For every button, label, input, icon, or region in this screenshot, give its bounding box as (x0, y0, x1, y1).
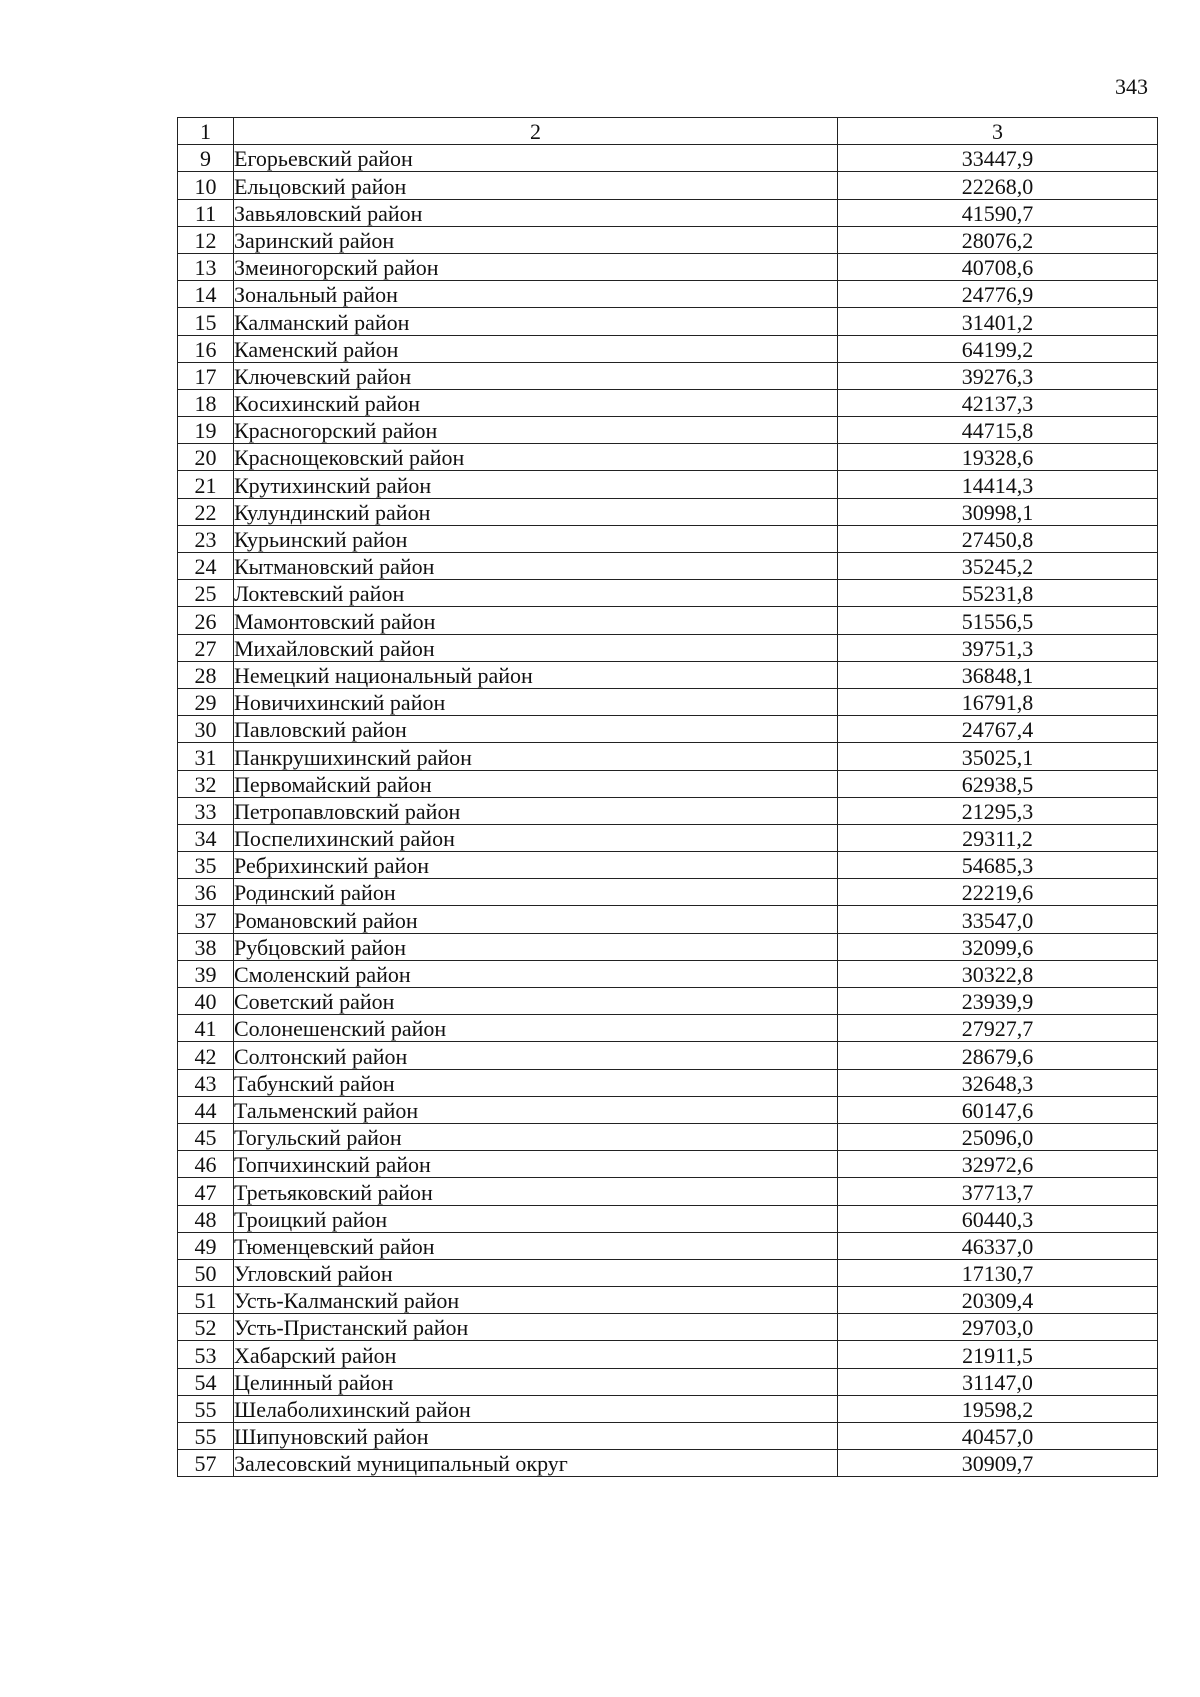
value-cell: 32648,3 (838, 1069, 1158, 1096)
district-name-cell: Поспелихинский район (234, 824, 838, 851)
row-number-cell: 26 (178, 607, 234, 634)
header-row (178, 118, 1158, 145)
table-row (178, 525, 1158, 552)
value-cell: 46337,0 (838, 1232, 1158, 1259)
value-cell: 24767,4 (838, 716, 1158, 743)
row-number-cell: 46 (178, 1151, 234, 1178)
row-number-cell: 40 (178, 988, 234, 1015)
row-number-cell: 45 (178, 1123, 234, 1150)
value-cell: 41590,7 (838, 199, 1158, 226)
row-number-cell: 19 (178, 417, 234, 444)
district-name-cell: Рубцовский район (234, 933, 838, 960)
value-cell: 54685,3 (838, 852, 1158, 879)
district-name-cell: Солтонский район (234, 1042, 838, 1069)
table-row (178, 1232, 1158, 1259)
table-row (178, 1287, 1158, 1314)
row-number-cell: 30 (178, 716, 234, 743)
district-name-cell: Троицкий район (234, 1205, 838, 1232)
row-number-cell: 32 (178, 770, 234, 797)
value-cell: 27927,7 (838, 1015, 1158, 1042)
row-number-cell: 22 (178, 498, 234, 525)
district-name-cell: Третьяковский район (234, 1178, 838, 1205)
row-number-cell: 47 (178, 1178, 234, 1205)
header-cell-number: 1 (178, 118, 234, 145)
row-number-cell: 55 (178, 1423, 234, 1450)
row-number-cell: 29 (178, 688, 234, 715)
table-row (178, 1042, 1158, 1069)
value-cell: 64199,2 (838, 335, 1158, 362)
value-cell: 37713,7 (838, 1178, 1158, 1205)
table-row (178, 988, 1158, 1015)
district-name-cell: Шелаболихинский район (234, 1395, 838, 1422)
row-number-cell: 27 (178, 634, 234, 661)
table-row (178, 417, 1158, 444)
table-row (178, 960, 1158, 987)
table-row (178, 335, 1158, 362)
row-number-cell: 50 (178, 1259, 234, 1286)
row-number-cell: 43 (178, 1069, 234, 1096)
table-row (178, 743, 1158, 770)
row-number-cell: 24 (178, 553, 234, 580)
table-row (178, 1259, 1158, 1286)
table-row (178, 1015, 1158, 1042)
value-cell: 62938,5 (838, 770, 1158, 797)
table-row (178, 1151, 1158, 1178)
table-header (178, 118, 1158, 145)
value-cell: 25096,0 (838, 1123, 1158, 1150)
district-name-cell: Завьяловский район (234, 199, 838, 226)
row-number-cell: 35 (178, 852, 234, 879)
row-number-cell: 20 (178, 444, 234, 471)
district-name-cell: Локтевский район (234, 580, 838, 607)
header-cell-value: 3 (838, 118, 1158, 145)
district-name-cell: Советский район (234, 988, 838, 1015)
table-row (178, 1314, 1158, 1341)
table-row (178, 362, 1158, 389)
row-number-cell: 57 (178, 1450, 234, 1477)
district-name-cell: Заринский район (234, 226, 838, 253)
district-name-cell: Шипуновский район (234, 1423, 838, 1450)
value-cell: 20309,4 (838, 1287, 1158, 1314)
table-row (178, 1395, 1158, 1422)
value-cell: 27450,8 (838, 525, 1158, 552)
district-name-cell: Кулундинский район (234, 498, 838, 525)
row-number-cell: 38 (178, 933, 234, 960)
value-cell: 55231,8 (838, 580, 1158, 607)
row-number-cell: 23 (178, 525, 234, 552)
value-cell: 33447,9 (838, 145, 1158, 172)
value-cell: 42137,3 (838, 389, 1158, 416)
district-name-cell: Смоленский район (234, 960, 838, 987)
table-row (178, 1450, 1158, 1477)
district-name-cell: Целинный район (234, 1368, 838, 1395)
table-row (178, 580, 1158, 607)
district-name-cell: Краснощековский район (234, 444, 838, 471)
district-name-cell: Змеиногорский район (234, 253, 838, 280)
table-row (178, 1423, 1158, 1450)
header-cell-name: 2 (234, 118, 838, 145)
district-name-cell: Павловский район (234, 716, 838, 743)
table-row (178, 199, 1158, 226)
row-number-cell: 36 (178, 879, 234, 906)
district-name-cell: Тальменский район (234, 1096, 838, 1123)
value-cell: 51556,5 (838, 607, 1158, 634)
table-row (178, 1205, 1158, 1232)
row-number-cell: 13 (178, 253, 234, 280)
value-cell: 31401,2 (838, 308, 1158, 335)
row-number-cell: 9 (178, 145, 234, 172)
table-row (178, 797, 1158, 824)
value-cell: 35245,2 (838, 553, 1158, 580)
row-number-cell: 55 (178, 1395, 234, 1422)
value-cell: 22219,6 (838, 879, 1158, 906)
district-name-cell: Новичихинский район (234, 688, 838, 715)
table-row (178, 145, 1158, 172)
row-number-cell: 17 (178, 362, 234, 389)
table-row (178, 852, 1158, 879)
value-cell: 19598,2 (838, 1395, 1158, 1422)
row-number-cell: 25 (178, 580, 234, 607)
table-row (178, 933, 1158, 960)
district-name-cell: Залесовский муниципальный округ (234, 1450, 838, 1477)
value-cell: 35025,1 (838, 743, 1158, 770)
value-cell: 40708,6 (838, 253, 1158, 280)
value-cell: 16791,8 (838, 688, 1158, 715)
table-row (178, 770, 1158, 797)
row-number-cell: 28 (178, 661, 234, 688)
table-row (178, 1096, 1158, 1123)
value-cell: 31147,0 (838, 1368, 1158, 1395)
value-cell: 29703,0 (838, 1314, 1158, 1341)
row-number-cell: 12 (178, 226, 234, 253)
district-name-cell: Усть-Пристанский район (234, 1314, 838, 1341)
row-number-cell: 11 (178, 199, 234, 226)
table-body (178, 145, 1158, 1477)
value-cell: 21295,3 (838, 797, 1158, 824)
row-number-cell: 39 (178, 960, 234, 987)
district-name-cell: Косихинский район (234, 389, 838, 416)
data-table (177, 117, 1158, 1477)
row-number-cell: 33 (178, 797, 234, 824)
district-name-cell: Петропавловский район (234, 797, 838, 824)
district-name-cell: Ключевский район (234, 362, 838, 389)
table-row (178, 634, 1158, 661)
district-name-cell: Ребрихинский район (234, 852, 838, 879)
value-cell: 17130,7 (838, 1259, 1158, 1286)
page-number: 343 (1115, 74, 1148, 99)
row-number-cell: 52 (178, 1314, 234, 1341)
table-row (178, 444, 1158, 471)
district-name-cell: Михайловский район (234, 634, 838, 661)
row-number-cell: 37 (178, 906, 234, 933)
row-number-cell: 49 (178, 1232, 234, 1259)
value-cell: 30998,1 (838, 498, 1158, 525)
table-row (178, 716, 1158, 743)
table-row (178, 1123, 1158, 1150)
row-number-cell: 51 (178, 1287, 234, 1314)
table-row (178, 1178, 1158, 1205)
value-cell: 23939,9 (838, 988, 1158, 1015)
row-number-cell: 31 (178, 743, 234, 770)
district-name-cell: Хабарский район (234, 1341, 838, 1368)
table-row (178, 172, 1158, 199)
row-number-cell: 53 (178, 1341, 234, 1368)
value-cell: 60440,3 (838, 1205, 1158, 1232)
value-cell: 30322,8 (838, 960, 1158, 987)
table-row (178, 1341, 1158, 1368)
row-number-cell: 48 (178, 1205, 234, 1232)
district-name-cell: Красногорский район (234, 417, 838, 444)
value-cell: 22268,0 (838, 172, 1158, 199)
table-row (178, 253, 1158, 280)
district-name-cell: Ельцовский район (234, 172, 838, 199)
district-name-cell: Калманский район (234, 308, 838, 335)
district-name-cell: Солонешенский район (234, 1015, 838, 1042)
district-name-cell: Романовский район (234, 906, 838, 933)
value-cell: 44715,8 (838, 417, 1158, 444)
district-name-cell: Тогульский район (234, 1123, 838, 1150)
value-cell: 14414,3 (838, 471, 1158, 498)
row-number-cell: 34 (178, 824, 234, 851)
row-number-cell: 14 (178, 281, 234, 308)
table-row (178, 498, 1158, 525)
table-row (178, 553, 1158, 580)
row-number-cell: 10 (178, 172, 234, 199)
district-name-cell: Панкрушихинский район (234, 743, 838, 770)
value-cell: 28679,6 (838, 1042, 1158, 1069)
value-cell: 39276,3 (838, 362, 1158, 389)
table-row (178, 688, 1158, 715)
row-number-cell: 18 (178, 389, 234, 416)
row-number-cell: 21 (178, 471, 234, 498)
value-cell: 19328,6 (838, 444, 1158, 471)
district-name-cell: Мамонтовский район (234, 607, 838, 634)
value-cell: 32972,6 (838, 1151, 1158, 1178)
district-name-cell: Топчихинский район (234, 1151, 838, 1178)
district-name-cell: Первомайский район (234, 770, 838, 797)
value-cell: 32099,6 (838, 933, 1158, 960)
row-number-cell: 15 (178, 308, 234, 335)
row-number-cell: 54 (178, 1368, 234, 1395)
value-cell: 30909,7 (838, 1450, 1158, 1477)
table-row (178, 308, 1158, 335)
district-name-cell: Усть-Калманский район (234, 1287, 838, 1314)
row-number-cell: 42 (178, 1042, 234, 1069)
value-cell: 60147,6 (838, 1096, 1158, 1123)
district-name-cell: Угловский район (234, 1259, 838, 1286)
row-number-cell: 16 (178, 335, 234, 362)
district-name-cell: Крутихинский район (234, 471, 838, 498)
row-number-cell: 41 (178, 1015, 234, 1042)
table-row (178, 226, 1158, 253)
table-row (178, 389, 1158, 416)
district-name-cell: Тюменцевский район (234, 1232, 838, 1259)
district-name-cell: Егорьевский район (234, 145, 838, 172)
table-row (178, 879, 1158, 906)
district-name-cell: Курьинский район (234, 525, 838, 552)
value-cell: 36848,1 (838, 661, 1158, 688)
value-cell: 24776,9 (838, 281, 1158, 308)
table-row (178, 607, 1158, 634)
value-cell: 39751,3 (838, 634, 1158, 661)
table-row (178, 1069, 1158, 1096)
table-row (178, 661, 1158, 688)
value-cell: 29311,2 (838, 824, 1158, 851)
district-name-cell: Родинский район (234, 879, 838, 906)
table-row (178, 281, 1158, 308)
district-name-cell: Зональный район (234, 281, 838, 308)
table-row (178, 824, 1158, 851)
district-name-cell: Табунский район (234, 1069, 838, 1096)
table-row (178, 471, 1158, 498)
table-row (178, 1368, 1158, 1395)
district-name-cell: Кытмановский район (234, 553, 838, 580)
value-cell: 28076,2 (838, 226, 1158, 253)
district-name-cell: Каменский район (234, 335, 838, 362)
value-cell: 40457,0 (838, 1423, 1158, 1450)
value-cell: 21911,5 (838, 1341, 1158, 1368)
value-cell: 33547,0 (838, 906, 1158, 933)
table-row (178, 906, 1158, 933)
district-name-cell: Немецкий национальный район (234, 661, 838, 688)
row-number-cell: 44 (178, 1096, 234, 1123)
